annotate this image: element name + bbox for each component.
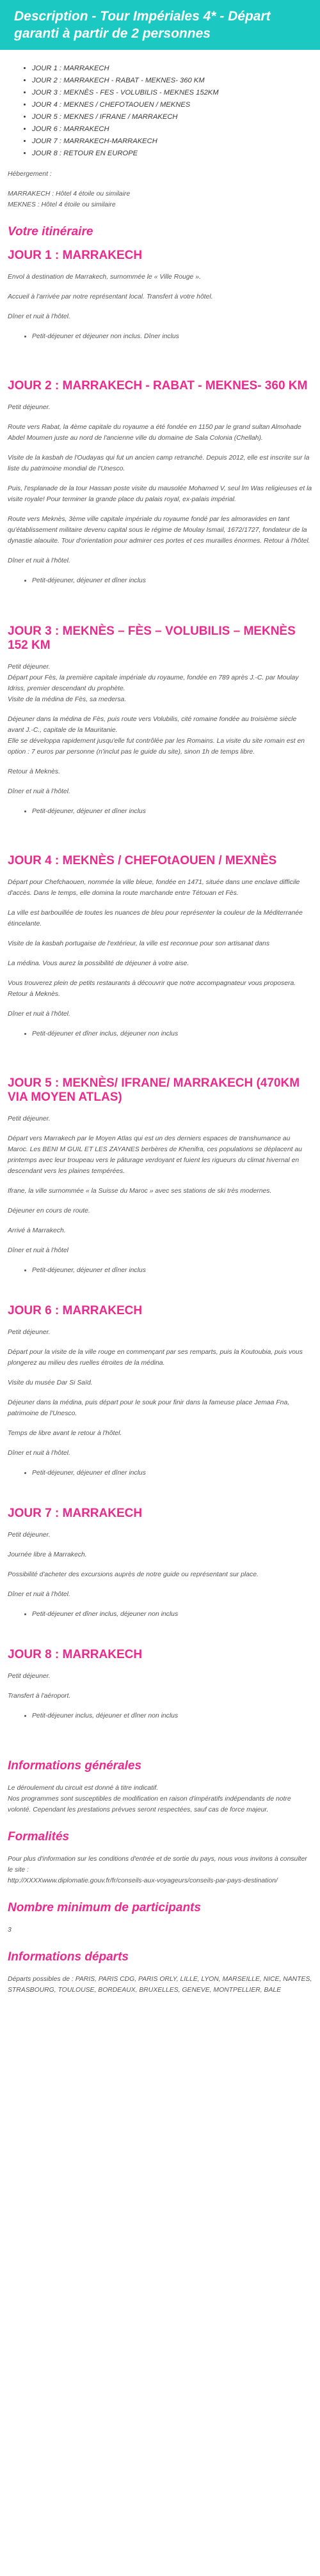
day-paragraph: Route vers Rabat, la 4ème capitale du royaume a été fondée en 1150 par le grand sultan Almohade Abdel Moumen juste au nord de l'ancienne ville du domaine de Sala Colonia (Chellah).: [8, 424, 301, 442]
day-block: [8, 1648, 312, 1750]
meals-list: [8, 1468, 312, 1478]
hebergement-meknes: MEKNES : Hôtel 4 étoile ou similaire: [8, 201, 116, 208]
page-title: Description - Tour Impériales 4* - Départ garanti à partir de 2 personnes: [14, 9, 271, 41]
day-paragraph: Puis, l'esplanade de la tour Hassan poste visite du mausolée Mohamed V, seul lm Was religieuses et la visite royale! Pour terminer la grande place du palais royal, ex-palais impérial.: [8, 485, 312, 503]
day-paragraph: Visite de la kasbah portugaise de l'extérieur, la ville est reconnue pour son artisanat dans: [8, 940, 270, 947]
meals-item: • Petit-déjeuner, déjeuner et dîner inclus: [32, 575, 312, 586]
meals-list: [8, 1609, 312, 1620]
day-block: [8, 379, 312, 625]
min-participants-value: 3: [8, 1927, 12, 1934]
day-paragraph: Dîner et nuit à l'hôtel.: [8, 1591, 70, 1598]
meals-item: • Petit-déjeuner et déjeuner non inclus. Dîner inclus: [32, 331, 312, 342]
min-participants-heading: Nombre minimum de participants: [8, 1901, 201, 1914]
day-paragraph: Vous trouverez plein de petits restaurants à découvrir que notre accompagnateur vous proposera. Retour à Meknès.: [8, 980, 296, 998]
day-paragraph: Arrivé à Marrakech.: [8, 1227, 66, 1234]
day-paragraph: Déjeuner en cours de route.: [8, 1207, 90, 1214]
hebergement-marrakech: MARRAKECH : Hôtel 4 étoile ou similaire: [8, 190, 131, 198]
meals-list: [8, 575, 312, 586]
day-paragraph: Retour à Meknès.: [8, 768, 61, 775]
info-text: Le déroulement du circuit est donné à titre indicatif. Nos programmes sont susceptibles de modification en raison d'impératifs indépendants de notre volonté. Cependant les prestations prévues seront respectées, sauf cas de force majeur.: [8, 1785, 291, 1813]
day-paragraph: Dîner et nuit à l'hôtel.: [8, 1450, 70, 1457]
meals-item: • Petit-déjeuner, déjeuner et dîner inclus: [32, 1468, 312, 1478]
day-title: JOUR 6 : MARRAKECH: [8, 1304, 143, 1317]
day-paragraph: Transfert à l'aéroport.: [8, 1693, 71, 1700]
meals-list: [8, 806, 312, 817]
page-header: [0, 0, 320, 50]
day-paragraph: Déjeuner dans la médina de Fès, puis route vers Volubilis, cité romaine fondée au troisième siècle avant J.-C., capitale de la Mauritanie. Elle se développa rapidement jusqu'elle fut contrôlée par les Romains. La visite du site romain est en option : 7 euros par personne (n'inclut pas le guide du site), sinon 1h de temps libre.: [8, 716, 305, 756]
departures-heading: Informations départs: [8, 1950, 129, 1964]
day-block: [8, 249, 312, 379]
hebergement-label: Hébergement :: [8, 171, 52, 178]
day-paragraph: Dîner et nuit à l'hôtel.: [8, 788, 70, 795]
meals-list: [8, 1711, 312, 1721]
day-block: [8, 1304, 312, 1507]
main-content: [0, 50, 320, 1996]
meals-item: • Petit-déjeuner, déjeuner et dîner inclus: [32, 806, 312, 817]
table-of-contents: [8, 63, 312, 160]
day-paragraph: Déjeuner dans la médina, puis départ pour le souk pour finir dans la fameuse place Jemaa Fna, patrimoine de l'Unesco.: [8, 1399, 290, 1417]
itinerary-days: [8, 249, 312, 1750]
day-paragraph: Dîner et nuit à l'hôtel: [8, 1247, 68, 1254]
day-title: JOUR 2 : MARRAKECH - RABAT - MEKNES- 360 KM: [8, 379, 308, 392]
day-paragraph: Petit déjeuner. Départ pour Fès, la première capitale impériale du royaume, fondée en 789 après J.-C. par Moulay Idriss, premier descendant du prophète. Visite de la médina de Fès, sa medersa.: [8, 663, 299, 703]
day-title: JOUR 7 : MARRAKECH: [8, 1507, 143, 1520]
info-heading: Informations générales: [8, 1759, 142, 1773]
day-title: JOUR 1 : MARRAKECH: [8, 249, 143, 262]
day-title: JOUR 5 : MEKNÈS/ IFRANE/ MARRAKECH (470KM VIA MOYEN ATLAS): [8, 1076, 300, 1104]
day-paragraph: Départ pour la visite de la ville rouge en commençant par ses remparts, puis la Koutoubia, puis vous plongerez au milieu des ruelles étroites de la médina.: [8, 1349, 303, 1367]
day-paragraph: Petit déjeuner.: [8, 1532, 51, 1539]
toc-item[interactable]: • JOUR 1 : MARRAKECH: [32, 63, 312, 75]
day-paragraph: Accueil à l'arrivée par notre représentant local. Transfert à votre hôtel.: [8, 293, 213, 300]
toc-item[interactable]: • JOUR 8 : RETOUR EN EUROPE: [32, 148, 312, 160]
day-paragraph: Visite du musée Dar Si Saïd.: [8, 1379, 93, 1386]
day-block: [8, 1076, 312, 1304]
day-title: JOUR 4 : MEKNÈS / CHEFOtAOUEN / MEXNÈS: [8, 854, 277, 867]
departures-text: Départs possibles de : PARIS, PARIS CDG, PARIS ORLY, LILLE, LYON, MARSEILLE, NICE, NANTES, STRASBOURG, TOULOUSE, BORDEAUX, BRUXELLES, GENEVE, MONTPELLIER, BALE: [8, 1976, 312, 1994]
day-title: JOUR 3 : MEKNÈS – FÈS – VOLUBILIS – MEKNÈS 152 KM: [8, 625, 296, 652]
itinerary-heading: Votre itinéraire: [8, 225, 93, 238]
meals-list: [8, 331, 312, 342]
day-paragraph: Petit déjeuner.: [8, 1329, 51, 1336]
day-paragraph: La ville est barbouillée de toutes les nuances de bleu pour représenter la couleur de la Méditerranée étincelante.: [8, 910, 303, 927]
day-paragraph: Départ pour Chefchaouen, nommée la ville bleue, fondée en 1471, située dans une enclave difficile d'accès. Dans le temps, elle domina la route marchande entre Tétouan et Fès.: [8, 879, 300, 897]
day-paragraph: Route vers Meknès, 3ème ville capitale impériale du royaume fondé par les almoravides en tant qu'établissement militaire devenu capital sous le régime de Moulay Ismail, 1672/1727, fondateur de la dynastie alaouite. Tour d'orientation pour admirer ces portes et ces murailles énormes. Retour à l'hôtel.: [8, 516, 310, 545]
day-paragraph: Visite de la kasbah de l'Oudayas qui fut un ancien camp retranché. Depuis 2012, elle est inscrite sur la liste du patrimoine mondial de l'Unesco.: [8, 454, 310, 472]
day-paragraph: Dîner et nuit à l'hôtel.: [8, 557, 70, 564]
day-block: [8, 625, 312, 854]
day-title: JOUR 8 : MARRAKECH: [8, 1648, 143, 1661]
day-paragraph: Petit déjeuner.: [8, 1115, 51, 1122]
meals-item: • Petit-déjeuner, déjeuner et dîner inclus: [32, 1265, 312, 1276]
toc-item[interactable]: • JOUR 3 : MEKNÈS - FES - VOLUBILIS - MEKNES 152KM: [32, 87, 312, 99]
toc-item[interactable]: • JOUR 5 : MEKNES / IFRANE / MARRAKECH: [32, 111, 312, 123]
meals-list: [8, 1265, 312, 1276]
formalites-text: Pour plus d'information sur les conditions d'entrée et de sortie du pays, nous vous invitons à consulter le site : http://XXXXwww.diplomatie.gouv.fr/fr/conseils-aux-voyageurs/conseils-par-pays-destination/: [8, 1856, 307, 1884]
meals-item: • Petit-déjeuner inclus, déjeuner et dîner non inclus: [32, 1711, 312, 1721]
day-paragraph: Temps de libre avant le retour à l'hôtel.: [8, 1430, 122, 1437]
day-paragraph: Dîner et nuit à l'hôtel.: [8, 313, 70, 320]
toc-item[interactable]: • JOUR 4 : MEKNES / CHEFOTAOUEN / MEKNES: [32, 99, 312, 111]
day-paragraph: La médina. Vous aurez la possibilité de déjeuner à votre aise.: [8, 960, 189, 967]
day-paragraph: Départ vers Marrakech par le Moyen Atlas qui est un des derniers espaces de transhumance au Maroc. Les BENI M GUIL ET LES ZAYANES berbères de Khenifra, ces populations se déplacent au printemps avec leur troupeau vers le pâturage verdoyant et fuient les rigueurs du climat hivernal en descendant vers les plaines tempérées.: [8, 1135, 302, 1175]
day-paragraph: Envol à destination de Marrakech, surnommée le « Ville Rouge ».: [8, 274, 201, 281]
formalites-heading: Formalités: [8, 1830, 70, 1843]
toc-item[interactable]: • JOUR 6 : MARRAKECH: [32, 123, 312, 136]
day-block: [8, 1507, 312, 1648]
day-paragraph: Petit déjeuner.: [8, 1673, 51, 1680]
day-block: [8, 854, 312, 1076]
meals-list: [8, 1028, 312, 1039]
day-paragraph: Journée libre à Marrakech.: [8, 1551, 87, 1558]
toc-item[interactable]: • JOUR 2 : MARRAKECH - RABAT - MEKNES- 360 KM: [32, 75, 312, 87]
day-paragraph: Dîner et nuit à l'hôtel.: [8, 1011, 70, 1018]
day-paragraph: Ifrane, la ville surnommée « la Suisse du Maroc » avec ses stations de ski très modernes.: [8, 1188, 272, 1195]
meals-item: • Petit-déjeuner et dîner inclus, déjeuner non inclus: [32, 1028, 312, 1039]
day-paragraph: Petit déjeuner.: [8, 404, 51, 411]
toc-item[interactable]: • JOUR 7 : MARRAKECH-MARRAKECH: [32, 136, 312, 148]
day-paragraph: Possibilité d'acheter des excursions auprès de notre guide ou représentant sur place.: [8, 1571, 259, 1578]
meals-item: • Petit-déjeuner et dîner inclus, déjeuner non inclus: [32, 1609, 312, 1620]
